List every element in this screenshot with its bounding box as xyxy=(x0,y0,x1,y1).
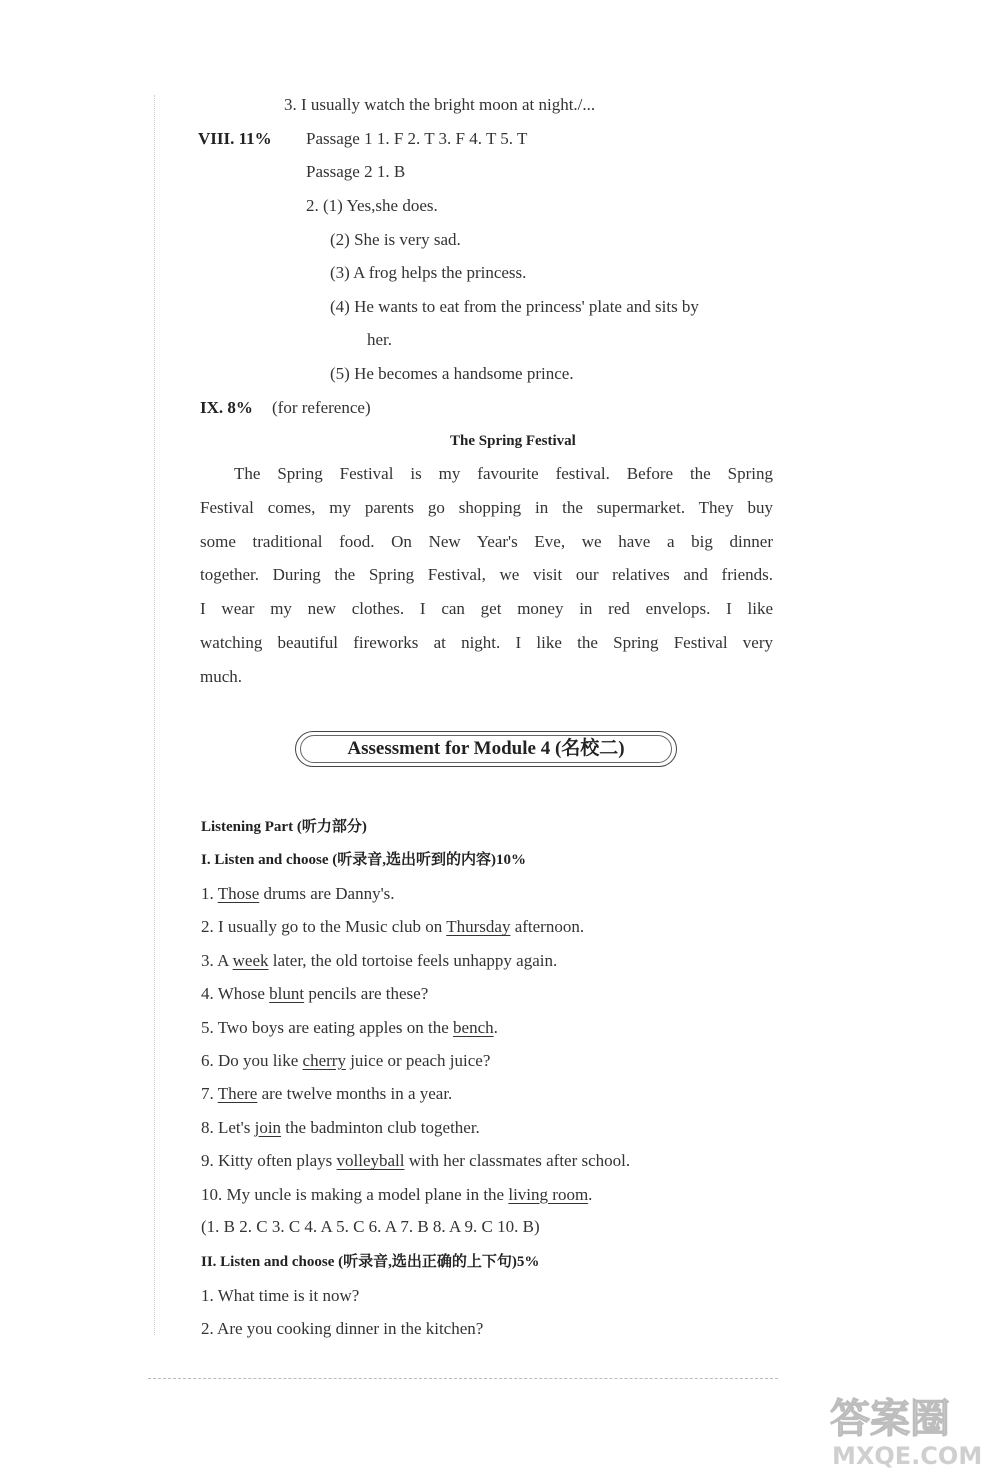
item-text-before: My uncle is making a model plane in the xyxy=(226,1184,509,1204)
answer-line: 3. I usually watch the bright moon at night./... xyxy=(284,95,596,114)
underlined-keyword: living room xyxy=(508,1184,589,1204)
assessment-banner xyxy=(295,731,677,767)
item-text-after: . xyxy=(493,1017,498,1037)
item-number: 10. xyxy=(201,1184,223,1204)
underlined-keyword: blunt xyxy=(269,984,305,1004)
item-number: 9. xyxy=(201,1151,214,1171)
item-number: 1. xyxy=(201,884,214,903)
part-1-item xyxy=(201,1084,452,1104)
part-1-item xyxy=(201,951,557,971)
underlined-keyword: join xyxy=(254,1117,282,1137)
part-2-item: 2. Are you cooking dinner in the kitchen? xyxy=(201,1319,484,1338)
part-1-heading: I. Listen and choose (听录音,选出听到的内容)10% xyxy=(201,852,527,868)
passage-2-answers: Passage 2 1. B xyxy=(306,162,406,181)
section-9-label: IX. 8% xyxy=(200,398,253,417)
essay-body xyxy=(200,457,773,694)
part-2-heading: II. Listen and choose (听录音,选出正确的上下句)5% xyxy=(201,1254,540,1270)
item-text-before: A xyxy=(217,950,233,970)
item-text-before: Kitty often plays xyxy=(218,1151,337,1171)
underlined-keyword: bench xyxy=(453,1017,494,1037)
item-text-after: with her classmates after school. xyxy=(404,1151,631,1171)
underlined-keyword: There xyxy=(217,1084,258,1104)
passage-1-answers: Passage 1 1. F 2. T 3. F 4. T 5. T xyxy=(306,129,528,148)
item-number: 7. xyxy=(201,1084,214,1104)
underlined-keyword: Those xyxy=(217,884,260,903)
part-1-item xyxy=(201,1051,490,1071)
section-8-label: VIII. 11% xyxy=(198,129,272,148)
part-1-item xyxy=(201,917,584,937)
assessment-banner-title: Assessment for Module 4 (名校二) xyxy=(347,738,625,759)
item-text-after: later, the old tortoise feels unhappy again. xyxy=(268,950,558,970)
passage-2-a4-cont: her. xyxy=(367,330,393,349)
part-1-item xyxy=(201,1118,480,1138)
item-text-after: pencils are these? xyxy=(304,984,429,1004)
essay-line: Festival comes, my parents go shopping in the supermarket. They buy xyxy=(200,497,773,517)
underlined-keyword: Thursday xyxy=(446,917,511,937)
margin-guide-line xyxy=(154,95,155,1335)
part-1-item xyxy=(201,984,428,1004)
passage-2-a4: (4) He wants to eat from the princess' plate and sits by xyxy=(330,297,699,316)
watermark-graphic xyxy=(822,1388,992,1468)
footer-divider xyxy=(148,1378,778,1379)
essay-title: The Spring Festival xyxy=(450,433,576,449)
part-1-item xyxy=(201,1151,630,1171)
item-text-before: Let's xyxy=(218,1117,255,1137)
essay-line: much. xyxy=(200,666,243,686)
item-number: 6. xyxy=(201,1051,214,1070)
item-text-before: Two boys are eating apples on the xyxy=(217,1017,454,1037)
item-text-after: afternoon. xyxy=(510,917,585,937)
part-1-item xyxy=(201,1185,592,1205)
item-text-after: drums are Danny's. xyxy=(259,884,395,903)
passage-2-a5: (5) He becomes a handsome prince. xyxy=(330,364,574,383)
underlined-keyword: volleyball xyxy=(336,1151,405,1171)
watermark-title: 答案圈 xyxy=(830,1396,950,1442)
item-text-after: . xyxy=(588,1184,593,1204)
item-text-before: Whose xyxy=(217,984,270,1004)
part-1-item xyxy=(201,884,395,904)
part-2-item: 1. What time is it now? xyxy=(201,1286,360,1305)
item-text-after: are twelve months in a year. xyxy=(257,1084,453,1104)
watermark-url: MXQE.COM xyxy=(832,1442,983,1468)
listening-heading: Listening Part (听力部分) xyxy=(201,819,367,835)
item-number: 8. xyxy=(201,1117,214,1137)
essay-line: watching beautiful fireworks at night. I like the Spring Festival very xyxy=(200,632,773,652)
item-text-after: juice or peach juice? xyxy=(345,1051,491,1070)
item-number: 5. xyxy=(201,1017,214,1037)
passage-2-a3: (3) A frog helps the princess. xyxy=(330,263,527,282)
item-text-before: I usually go to the Music club on xyxy=(218,917,447,937)
essay-line: The Spring Festival is my favourite festival. Before the Spring xyxy=(234,464,773,483)
watermark-logo xyxy=(822,1388,992,1468)
item-number: 4. xyxy=(201,984,214,1004)
underlined-keyword: cherry xyxy=(302,1051,346,1070)
item-text-before: Do you like xyxy=(218,1051,303,1070)
essay-line: I wear my new clothes. I can get money in red envelops. I like xyxy=(200,599,773,619)
item-number: 2. xyxy=(201,917,214,937)
passage-2-a2: (2) She is very sad. xyxy=(330,230,461,249)
item-text-after: the badminton club together. xyxy=(281,1117,480,1137)
passage-2-q2: 2. (1) Yes,she does. xyxy=(306,196,438,215)
essay-line: some traditional food. On New Year's Eve, we have a big dinner xyxy=(200,531,773,551)
part-1-answers: (1. B 2. C 3. C 4. A 5. C 6. A 7. B 8. A 9. C 10. B) xyxy=(201,1217,540,1236)
section-9-note: (for reference) xyxy=(272,398,371,417)
essay-line: together. During the Spring Festival, we visit our relatives and friends. xyxy=(200,565,773,585)
item-number: 3. xyxy=(201,950,214,970)
part-1-item xyxy=(201,1018,498,1038)
underlined-keyword: week xyxy=(232,950,269,970)
